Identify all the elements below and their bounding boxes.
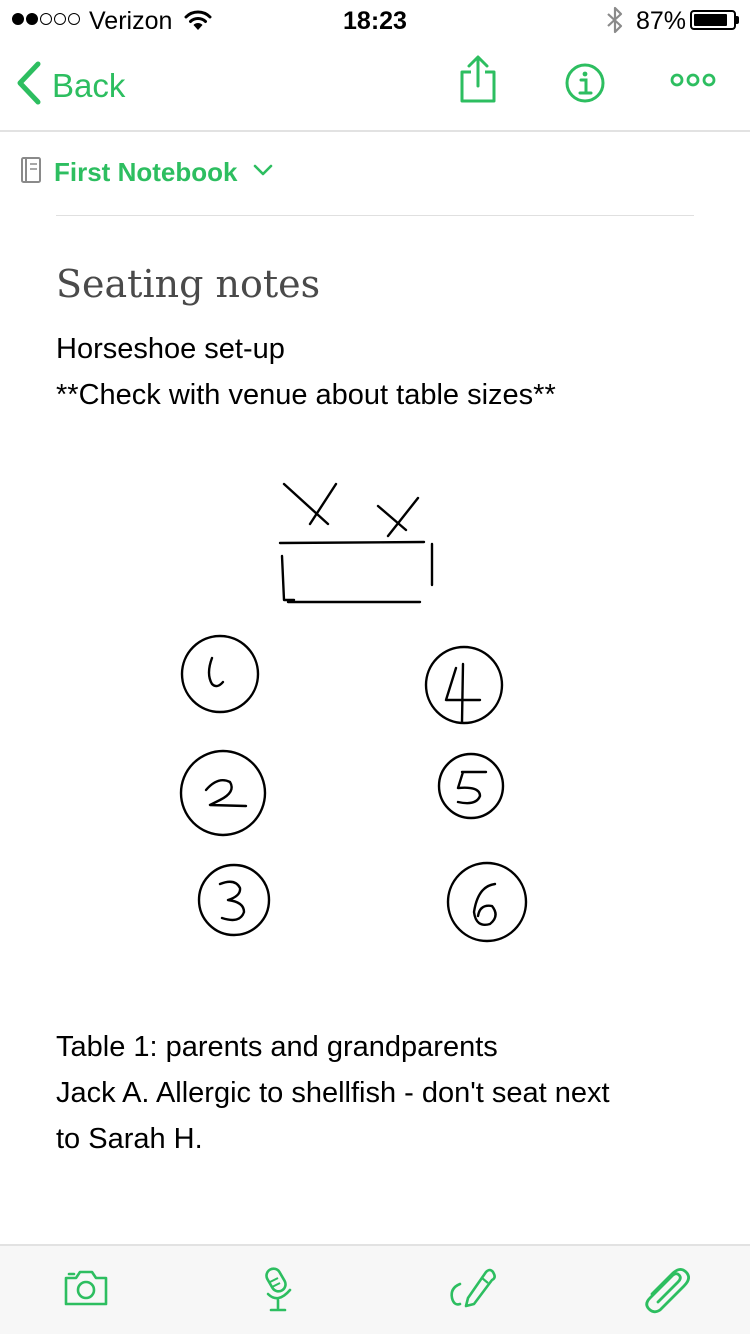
table-number-4 bbox=[446, 664, 480, 722]
note-line[interactable]: to Sarah H. bbox=[56, 1123, 203, 1155]
table-circle-2 bbox=[181, 751, 265, 835]
microphone-icon[interactable] bbox=[256, 1264, 304, 1319]
battery-fill bbox=[694, 14, 727, 26]
carrier-name: Verizon bbox=[89, 7, 173, 35]
note-line[interactable]: Horseshoe set-up bbox=[56, 333, 285, 365]
head-table-sketch bbox=[280, 542, 432, 602]
more-icon[interactable] bbox=[670, 72, 716, 93]
share-icon[interactable] bbox=[458, 54, 498, 109]
table-circle-5 bbox=[439, 754, 503, 818]
status-bar bbox=[0, 0, 750, 40]
table-circle-1 bbox=[182, 636, 258, 712]
chevron-left-icon bbox=[14, 60, 42, 111]
battery-icon bbox=[690, 10, 736, 30]
handwriting-icon[interactable] bbox=[446, 1264, 498, 1317]
chevron-down-icon bbox=[253, 163, 273, 182]
note-title[interactable]: Seating notes bbox=[56, 262, 321, 306]
battery-percent: 87% bbox=[636, 7, 687, 35]
back-button[interactable] bbox=[14, 60, 125, 111]
notebook-selector[interactable] bbox=[20, 155, 273, 190]
bluetooth-icon bbox=[604, 6, 626, 41]
notebook-name: First Notebook bbox=[54, 157, 238, 187]
status-time: 18:23 bbox=[343, 7, 407, 35]
info-icon[interactable] bbox=[564, 62, 606, 109]
table-circle-4 bbox=[426, 647, 502, 723]
note-line[interactable]: Table 1: parents and grandparents bbox=[56, 1031, 498, 1063]
table-number-2 bbox=[206, 780, 246, 806]
back-label: Back bbox=[52, 66, 126, 104]
seating-sketch[interactable] bbox=[160, 470, 560, 955]
attachment-icon[interactable] bbox=[640, 1264, 690, 1319]
notebook-icon bbox=[20, 155, 42, 190]
note-line[interactable]: **Check with venue about table sizes** bbox=[56, 379, 556, 411]
table-number-5 bbox=[458, 772, 486, 803]
table-number-6 bbox=[474, 884, 496, 925]
bottom-toolbar bbox=[0, 1244, 750, 1334]
nav-bar bbox=[0, 40, 750, 132]
table-circle-6 bbox=[448, 863, 526, 941]
note-line[interactable]: Jack A. Allergic to shellfish - don't seat next bbox=[56, 1077, 610, 1109]
battery-tip bbox=[736, 16, 739, 24]
seat-mark-x bbox=[284, 484, 336, 524]
table-number-3 bbox=[220, 882, 244, 920]
table-number-1 bbox=[209, 658, 223, 686]
camera-icon[interactable] bbox=[62, 1268, 110, 1313]
seat-mark-x bbox=[378, 498, 418, 536]
divider bbox=[56, 215, 694, 216]
